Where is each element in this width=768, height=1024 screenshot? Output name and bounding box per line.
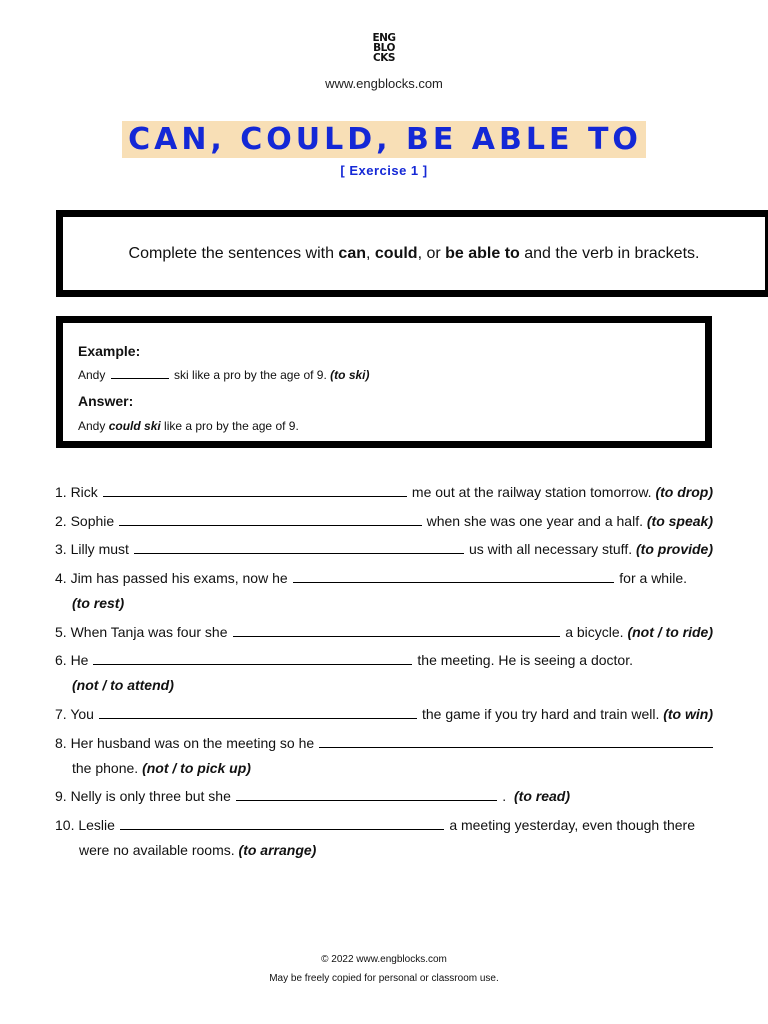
answer-blank[interactable] [134, 543, 464, 554]
instruction-part: and the verb in brackets. [519, 245, 700, 262]
logo-line: CKS [373, 52, 395, 64]
engblocks-logo [368, 33, 400, 63]
item-text: us with all necessary stuff. [468, 541, 633, 557]
item-hint: (to win) [663, 706, 713, 722]
instruction-part: , [366, 245, 375, 262]
item-text: 6. He [55, 652, 89, 668]
answer-sentence [78, 419, 299, 433]
item-text: a meeting yesterday, even though there [449, 817, 695, 833]
instruction-part: , or [417, 245, 446, 262]
exercise-item-2 [55, 513, 713, 529]
answer-heading: Answer: [78, 393, 134, 409]
exercise-item-4 [55, 570, 687, 586]
answer-text: like a pro by the age of 9. [160, 419, 299, 433]
item-hint: (to arrange) [238, 842, 317, 858]
item-text: 4. Jim has passed his exams, now he [55, 570, 288, 586]
answer-blank[interactable] [120, 819, 444, 830]
item-hint: (to drop) [655, 484, 713, 500]
item-hint: (to speak) [646, 513, 713, 529]
item-text: 8. Her husband was on the meeting so he [55, 735, 315, 751]
answer-blank[interactable] [236, 790, 497, 801]
item-text: a bicycle. [565, 624, 624, 640]
example-hint: (to ski) [330, 368, 370, 382]
answer-blank[interactable] [319, 737, 713, 748]
logo-line: BLO [373, 42, 395, 54]
instruction-box [56, 210, 768, 297]
instruction-keyword: could [374, 245, 418, 262]
item-text: the game if you try hard and train well. [422, 706, 660, 722]
example-sentence [78, 368, 370, 382]
footer-note: May be freely copied for personal or classroom use. [269, 973, 499, 984]
item-text: the phone. [72, 760, 139, 776]
answer-text: Andy [78, 419, 109, 433]
item-8-cont [72, 760, 251, 776]
example-text: Andy [78, 368, 106, 382]
exercise-item-5 [55, 624, 713, 640]
item-hint: (not / to attend) [72, 677, 174, 693]
item-text: 5. When Tanja was four she [55, 624, 228, 640]
answer-blank[interactable] [233, 626, 561, 637]
exercise-item-10 [55, 817, 695, 833]
exercise-item-6 [55, 652, 633, 668]
title-wrap [0, 121, 768, 158]
item-text: 1. Rick [55, 484, 98, 500]
item-text: were no available rooms. [79, 842, 235, 858]
item-text: for a while. [619, 570, 687, 586]
example-text: ski like a pro by the age of 9. [174, 368, 327, 382]
item-hint: (not / to ride) [627, 624, 713, 640]
item-text: when she was one year and a half. [426, 513, 643, 529]
item-text: 2. Sophie [55, 513, 115, 529]
exercise-subtitle: [ Exercise 1 ] [340, 163, 428, 178]
exercise-item-8 [55, 735, 713, 751]
item-text: 7. You [55, 706, 94, 722]
answer-blank[interactable] [103, 486, 407, 497]
item-hint: (not / to pick up) [142, 760, 251, 776]
item-text: 3. Lilly must [55, 541, 129, 557]
item-6-hint-line [72, 677, 174, 693]
item-text: 10. Leslie [55, 817, 115, 833]
item-4-hint-line [72, 595, 124, 611]
footer-copyright: © 2022 www.engblocks.com [321, 954, 447, 965]
exercise-item-9 [55, 788, 570, 804]
item-hint: (to read) [514, 788, 570, 804]
answer-blank[interactable] [119, 515, 421, 526]
item-text: me out at the railway station tomorrow. [411, 484, 652, 500]
answer-blank[interactable] [93, 654, 412, 665]
exercise-item-1 [55, 484, 713, 500]
instruction-part: Complete the sentences with [128, 245, 339, 262]
site-url[interactable]: www.engblocks.com [325, 76, 443, 91]
item-text: . [502, 788, 507, 804]
page-title: CAN, COULD, BE ABLE TO [122, 121, 646, 158]
item-hint: (to rest) [72, 595, 125, 611]
answer-blank[interactable] [99, 708, 417, 719]
instruction-keyword: can [338, 245, 366, 262]
logo-line: ENG [372, 32, 396, 44]
item-10-cont [79, 842, 316, 858]
instruction-keyword: be able to [445, 245, 520, 262]
exercise-item-7 [55, 706, 713, 722]
exercise-item-3 [55, 541, 713, 557]
answer-blank[interactable] [293, 572, 615, 583]
example-heading: Example: [78, 343, 141, 359]
example-box [56, 316, 712, 448]
item-text: 9. Nelly is only three but she [55, 788, 231, 804]
item-text: the meeting. He is seeing a doctor. [417, 652, 633, 668]
item-hint: (to provide) [636, 541, 713, 557]
example-blank [111, 368, 169, 379]
answer-bold: could ski [108, 419, 161, 433]
instruction-text [129, 241, 700, 266]
